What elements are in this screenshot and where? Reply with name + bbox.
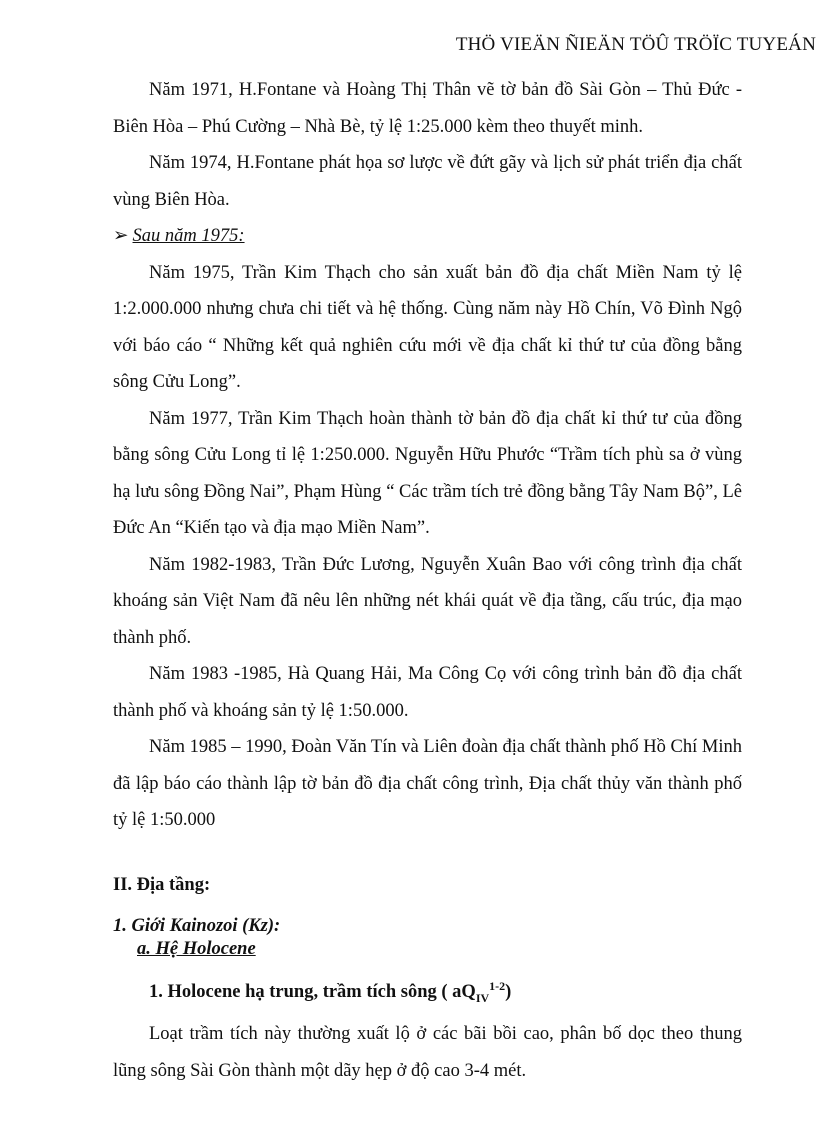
item-text: 1. Holocene hạ trung, trầm tích sông ( aQ [149,981,476,1002]
paragraph-1977: Năm 1977, Trần Kim Thạch hoàn thành tờ bản đồ địa chất kỉ thứ tư của đồng bằng sông Cửu Long tỉ lệ 1:250.000. Nguyễn Hữu Phước “Trầm tích phù sa ở vùng hạ lưu sông Đồng Nai”, Phạm Hùng “ Các trầm tích trẻ đồng bằng Tây Nam Bộ”, Lê Đức An “Kiến tạo và địa mạo Miền Nam”. [113,408,742,538]
paragraph-1983: Năm 1983 -1985, Hà Quang Hải, Ma Công Cọ với công trình bản đồ địa chất thành phố và khoáng sản tỷ lệ 1:50.000. [113,664,742,721]
paragraph-1985: Năm 1985 – 1990, Đoàn Văn Tín và Liên đoàn địa chất thành phố Hồ Chí Minh đã lập báo cáo thành lập tờ bản đồ địa chất công trình, Địa chất thủy văn thành phố tỷ lệ 1:50.000 [113,737,742,830]
arrow-bullet-icon: ➢ [113,226,129,246]
subsection-kainozoi: 1. Giới Kainozoi (Kz): [113,915,281,936]
item-close: ) [505,981,512,1002]
subheading-text: Sau năm 1975: [132,226,245,246]
item-superscript: 1-2 [489,978,506,993]
item-subscript: IV [475,990,490,1005]
page-header: THÖ VIEÄN ÑIEÄN TÖÛ TRÖÏC TUYEÁN [455,34,816,55]
item-holocene-river [149,969,742,1015]
subsection-holocene: a. Hệ Holocene [137,938,256,959]
document-body [113,72,742,1089]
paragraph-1971: Năm 1971, H.Fontane và Hoàng Thị Thân vẽ tờ bản đồ Sài Gòn – Thủ Đức - Biên Hòa – Phú Cường – Nhà Bè, tỷ lệ 1:25.000 kèm theo thuyết minh. [113,80,742,137]
paragraph-1974: Năm 1974, H.Fontane phát họa sơ lược về đứt gãy và lịch sử phát triển địa chất vùng Biên Hòa. [113,153,742,210]
paragraph-1975: Năm 1975, Trần Kim Thạch cho sản xuất bản đồ địa chất Miền Nam tỷ lệ 1:2.000.000 nhưng chưa chi tiết và hệ thống. Cùng năm này Hồ Chín, Võ Đình Ngộ với báo cáo “ Những kết quả nghiên cứu mới về địa chất kỉ thứ tư của đồng bằng sông Cửu Long”. [113,262,742,392]
paragraph-1982: Năm 1982-1983, Trần Đức Lương, Nguyễn Xuân Bao với công trình địa chất khoáng sản Việt Nam đã nêu lên những nét khái quát về địa tầng, cấu trúc, địa mạo thành phố. [113,554,742,648]
subheading-after-1975 [113,218,742,255]
section-title: II. Địa tầng: [113,874,211,895]
paragraph-holocene: Loạt trầm tích này thường xuất lộ ở các bãi bồi cao, phân bố dọc theo thung lũng sông Sài Gòn thành một dãy hẹp ở độ cao 3-4 mét. [113,1024,742,1081]
